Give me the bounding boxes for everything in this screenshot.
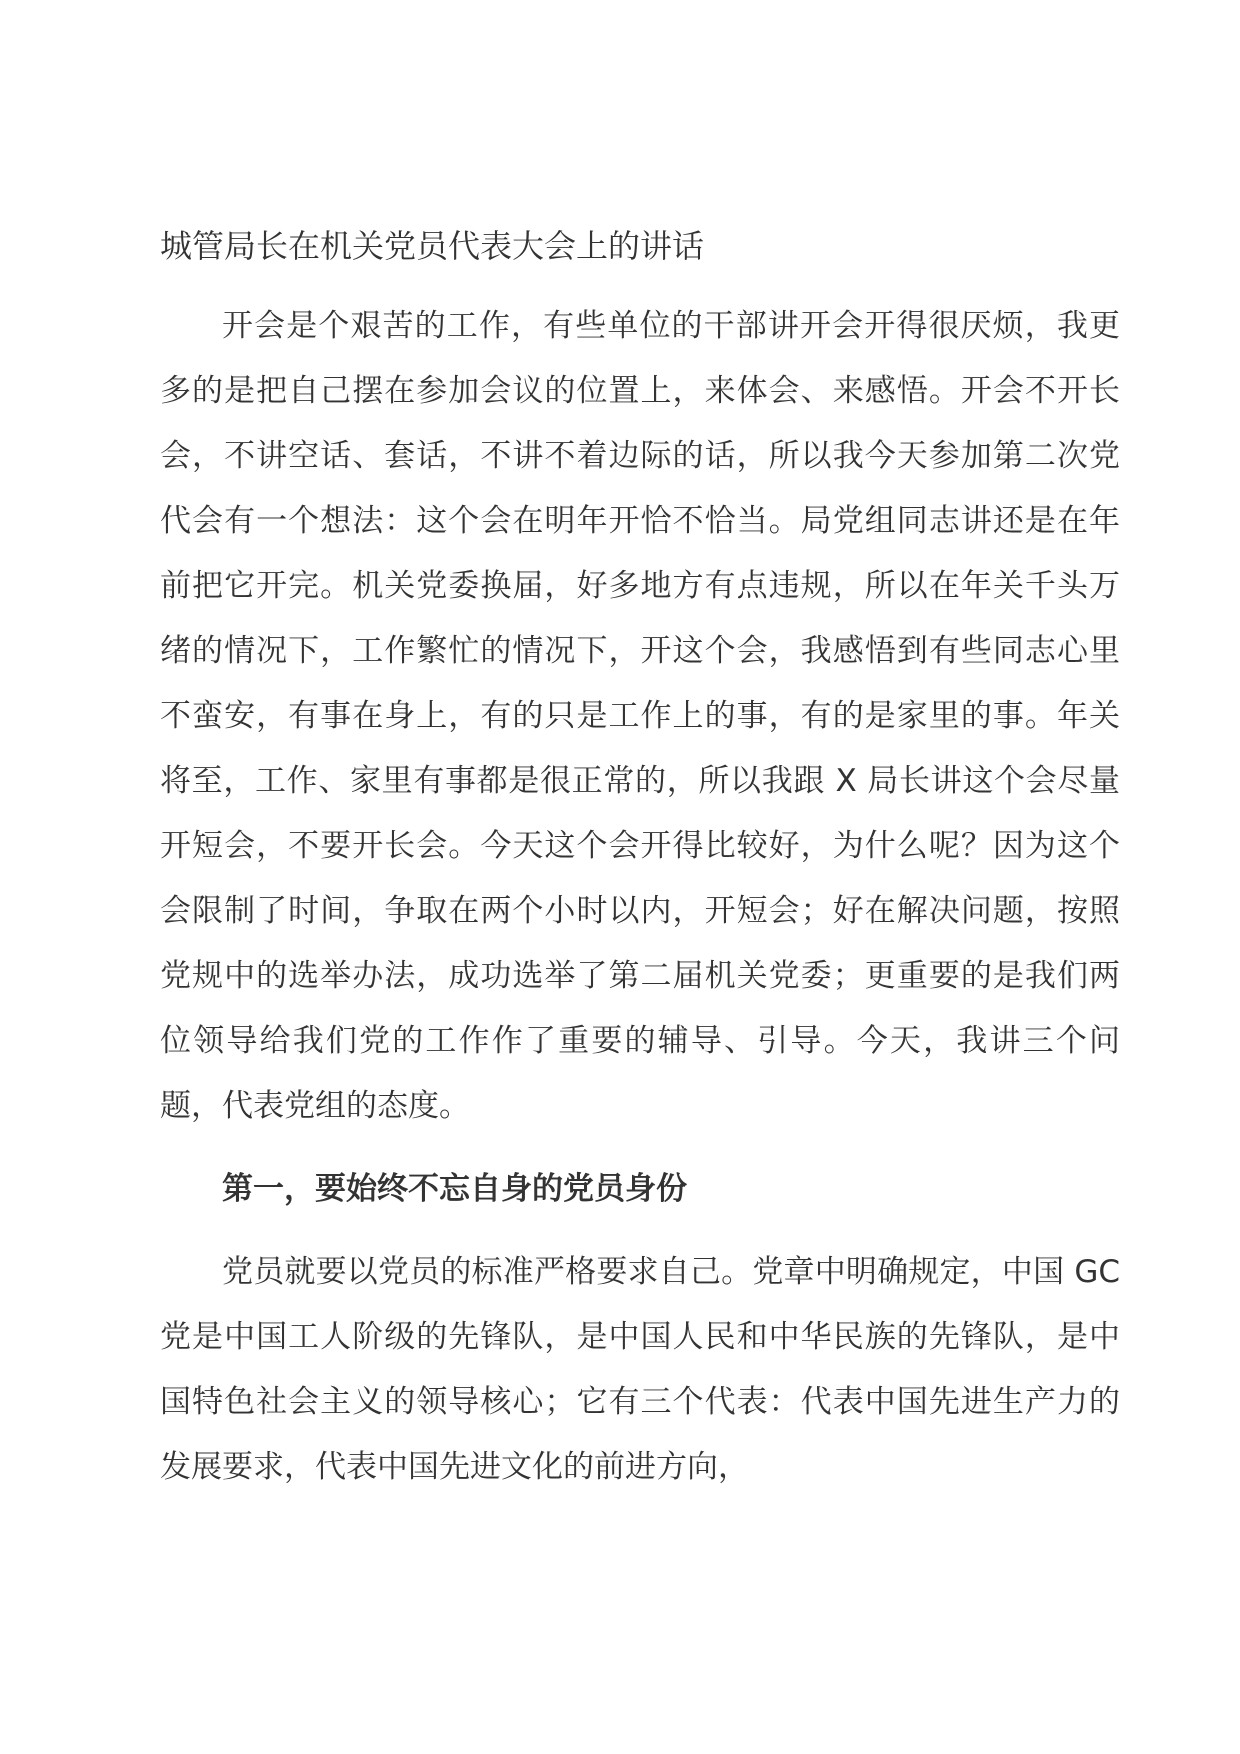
intro-paragraph: 开会是个艰苦的工作，有些单位的干部讲开会开得很厌烦，我更多的是把自己摆在参加会议的位置上，来体会、来感悟。开会不开长会，不讲空话、套话，不讲不着边际的话，所以我今天参加第二次党代会有一个想法：这个会在明年开恰不恰当。局党组同志讲还是在年前把它开完。机关党委换届，好多地方有点违规，所以在年关千头万绪的情况下，工作繁忙的情况下，开这个会，我感悟到有些同志心里不蛮安，有事在身上，有的只是工作上的事，有的是家里的事。年关将至，工作、家里有事都是很正常的，所以我跟 X 局长讲这个会尽量开短会，不要开长会。今天这个会开得比较好，为什么呢？因为这个会限制了时间，争取在两个小时以内，开短会；好在解决问题，按照党规中的选举办法，成功选举了第二届机关党委；更重要的是我们两位领导给我们党的工作作了重要的辅导、引导。今天，我讲三个问题，代表党组的态度。	[160, 308, 1120, 1124]
document-title: 城管局长在机关党员代表大会上的讲话	[160, 227, 705, 265]
section-1-paragraph: 党员就要以党员的标准严格要求自己。党章中明确规定，中国 GC 党是中国工人阶级的先锋队，是中国人民和中华民族的先锋队，是中国特色社会主义的领导核心；它有三个代表：代表中国先进生产力的发展要求，代表中国先进文化的前进方向，	[160, 1254, 1120, 1485]
section-1-heading: 第一，要始终不忘自身的党员身份	[222, 1171, 687, 1207]
document-body	[160, 222, 1120, 1518]
